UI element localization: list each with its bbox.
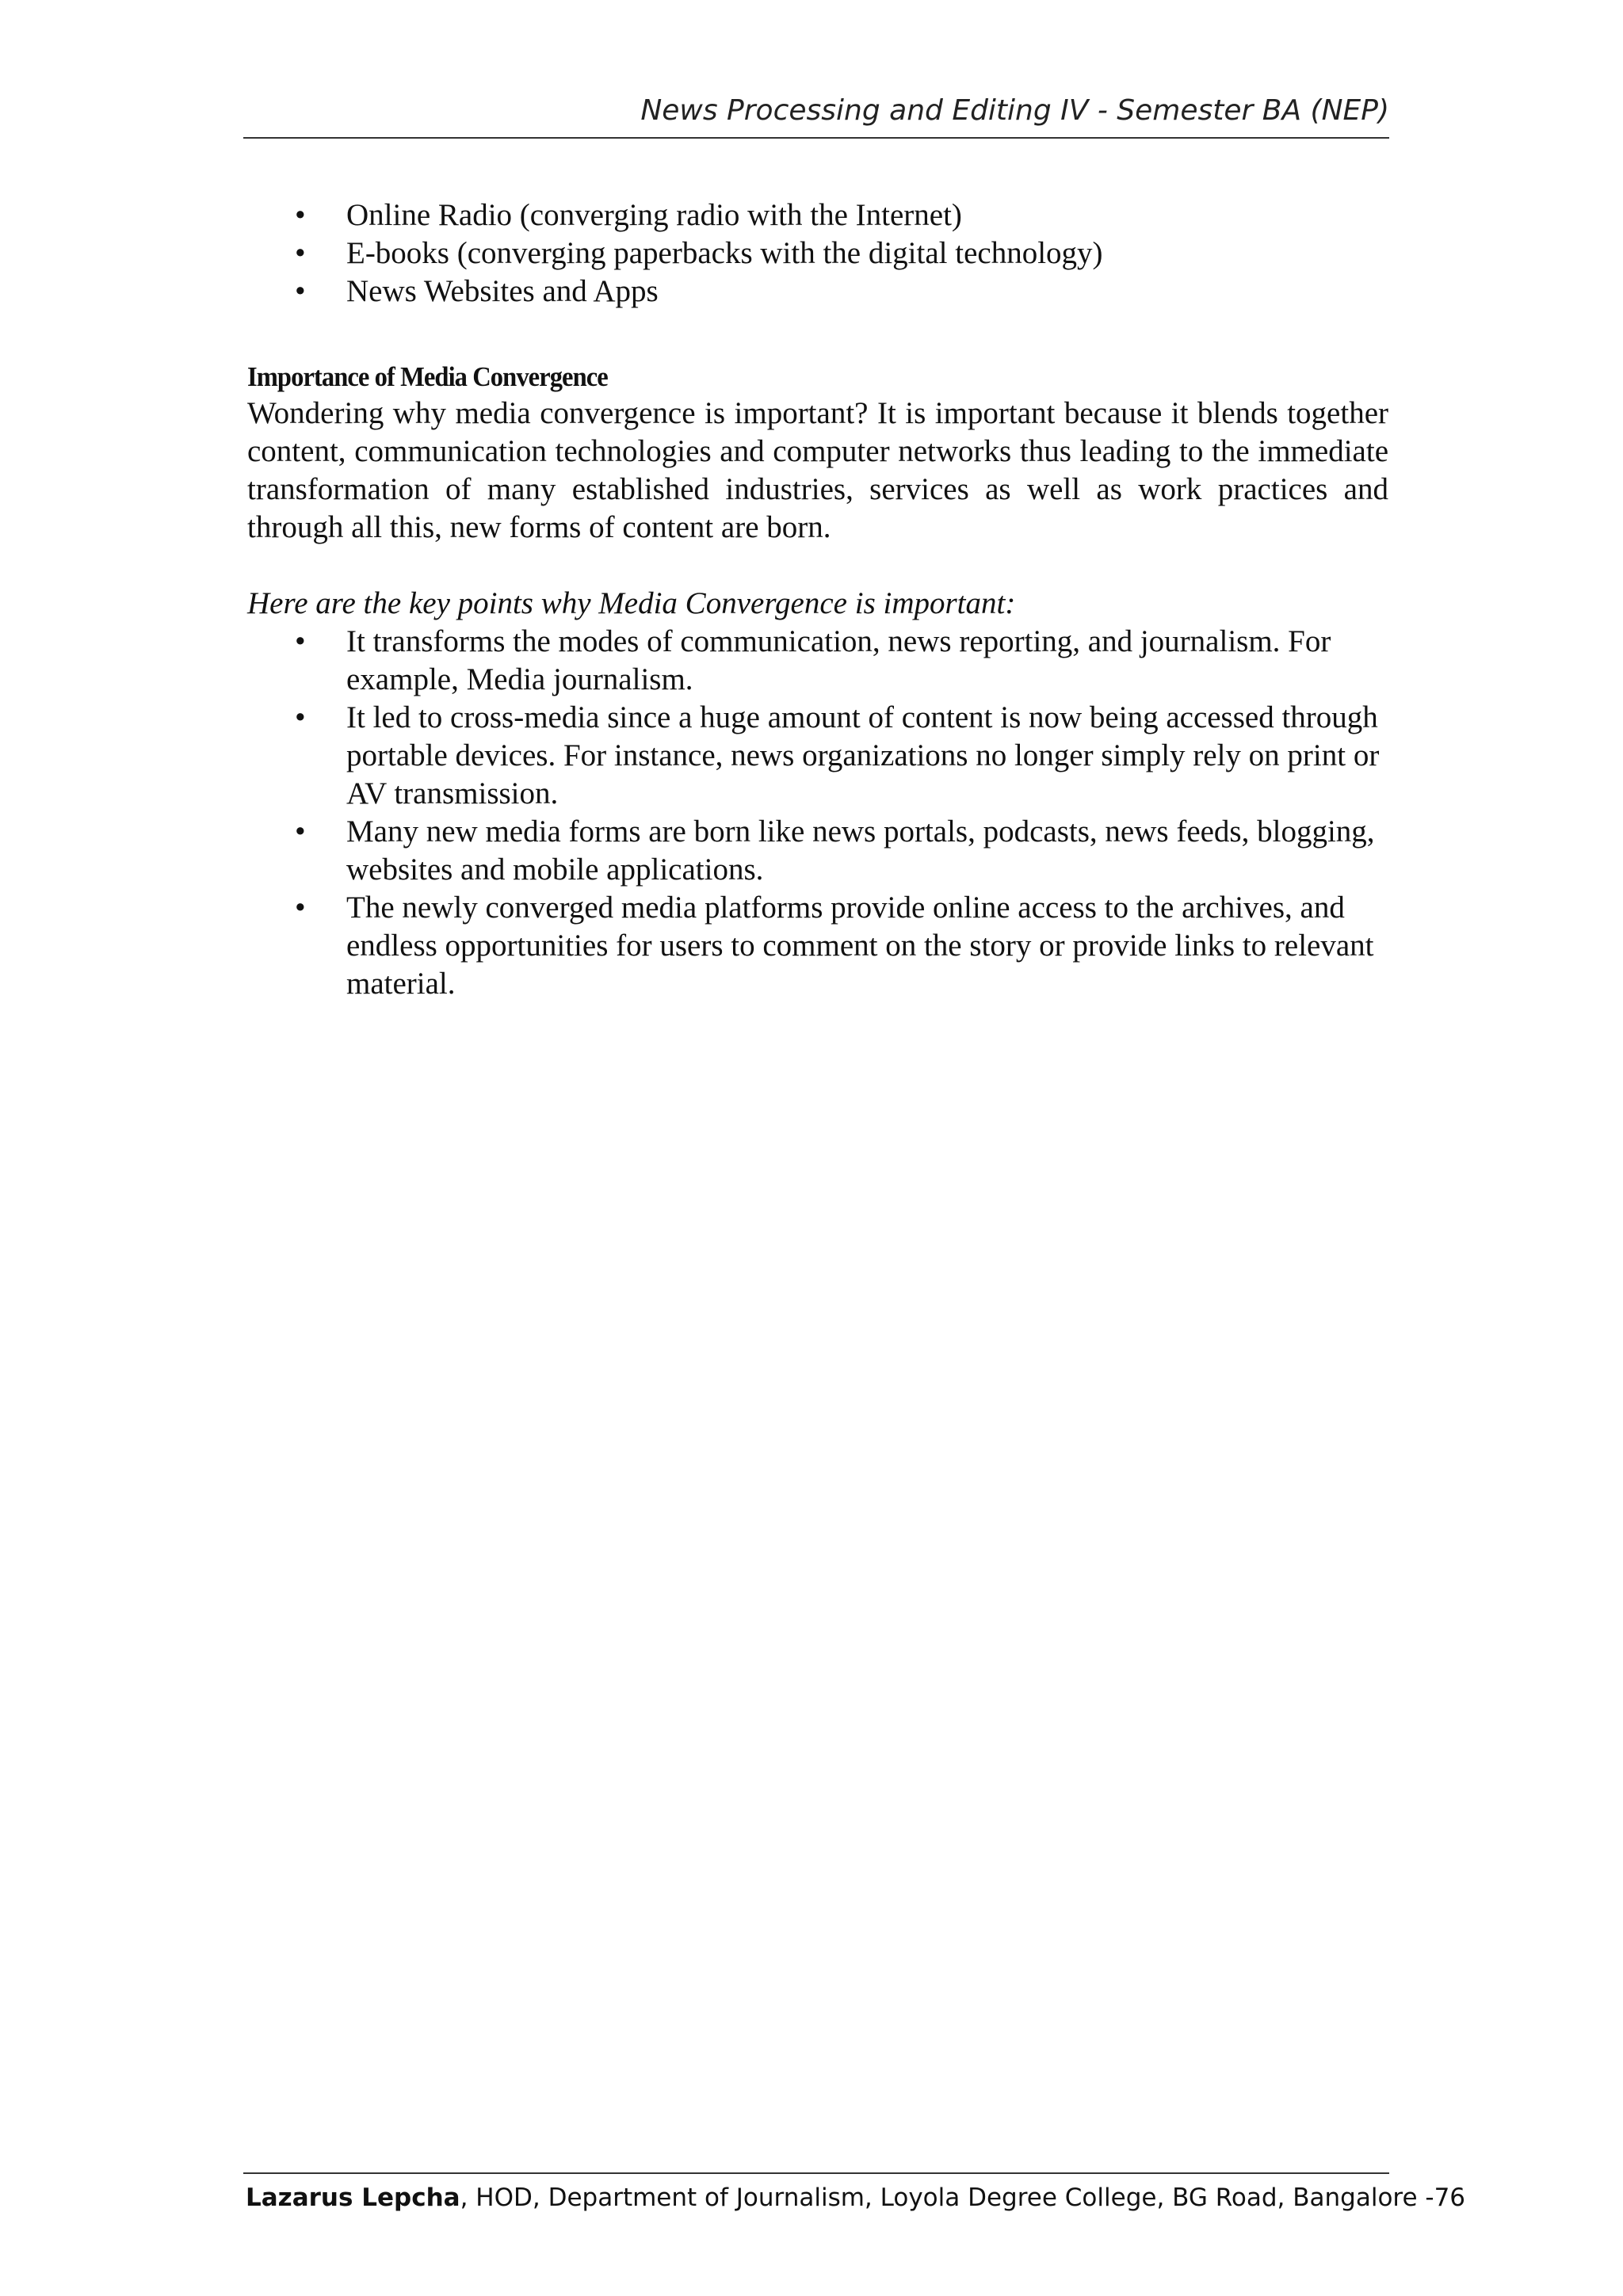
bullet-icon: • [295,236,306,270]
section-paragraph: Wondering why media convergence is important? It is important because it blends together content, communication technologies and computer networks thus leading to the immediate transformation of many established industries, services as well as work practices and through all this, new forms of content are born. [247,396,1388,544]
list-item-text: It transforms the modes of communication, news reporting, and journalism. For example, Media journalism. [346,624,1331,696]
bullet-icon: • [295,700,306,734]
list-item [247,813,1388,889]
page-header: News Processing and Editing IV - Semester BA (NEP) [640,94,1389,127]
list-item-text: News Websites and Apps [346,274,659,308]
list-item-text: E-books (converging paperbacks with the digital technology) [346,236,1103,270]
list-item-text: The newly converged media platforms provide online access to the archives, and endless opportunities for users to comment on the story or provide links to relevant material. [346,891,1374,1001]
bullet-icon: • [295,891,306,925]
list-item-text: Many new media forms are born like news portals, podcasts, news feeds, blogging, websites and mobile applications. [346,814,1375,887]
page-content [247,196,1388,1003]
list-item [247,235,1388,273]
list-item [247,623,1388,699]
footer-divider [243,2172,1389,2174]
key-points-intro: Here are the key points why Media Convergence is important: [247,586,1016,620]
key-points-list [247,623,1388,1003]
page-footer [246,2179,1466,2217]
top-bullet-list [247,196,1388,311]
footer-author: Lazarus Lepcha [246,2183,460,2212]
footer-affiliation: , HOD, Department of Journalism, Loyola Degree College, BG Road, Bangalore -76 [460,2183,1466,2212]
bullet-icon: • [295,814,306,849]
bullet-icon: • [295,198,306,232]
list-item-text: Online Radio (converging radio with the Internet) [346,198,962,232]
list-item-text: It led to cross-media since a huge amount of content is now being accessed through portable devices. For instance, news organizations no longer simply rely on print or AV transmission. [346,700,1380,810]
list-item [247,273,1388,311]
bullet-icon: • [295,624,306,658]
header-divider [243,137,1389,139]
list-item [247,889,1388,1003]
list-item [247,196,1388,235]
section-heading: Importance of Media Convergence [247,361,608,392]
bullet-icon: • [295,274,306,308]
list-item [247,699,1388,813]
